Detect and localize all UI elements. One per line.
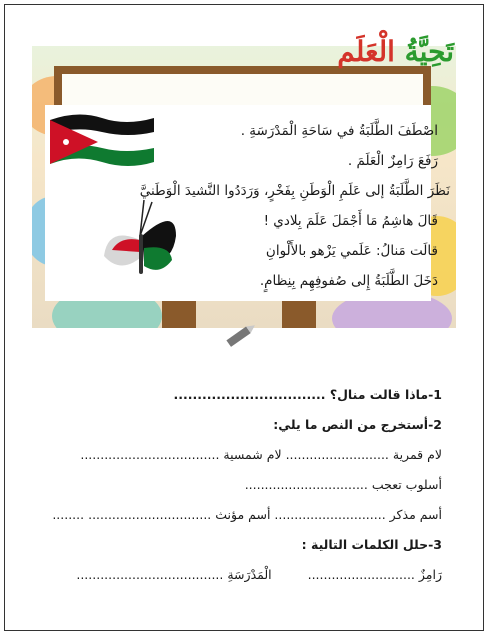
question-1: 1-ماذا قالت منال؟ ................................ bbox=[173, 387, 442, 402]
text-line: نَظَرَ الطَّلَبَةُ إلى عَلَمِ الْوَطَنِ بِفَخْرٍ، وَرَدَدُوا النَّشيدَ الْوَطَنيَّ bbox=[139, 183, 450, 199]
text-line: قالَت مَنالُ: عَلَمي يَزْهو بالأَلْوانِ bbox=[265, 243, 438, 259]
answer-blank[interactable]: ............................... bbox=[88, 507, 212, 522]
answer-blank[interactable]: ........................... bbox=[307, 567, 415, 582]
pencil-icon bbox=[222, 320, 260, 350]
title-word-1: تَحِيَّةُ bbox=[404, 35, 454, 68]
question-3-row: رَامِزٌ ........................... الْمَدْرَسَةِ ..................................... bbox=[76, 567, 442, 582]
lesson-text bbox=[138, 116, 450, 296]
text-line: دَخَلَ الطَّلَبَةُ إِلى صُفوفِهِم بِنِظامٍ. bbox=[259, 273, 438, 289]
text-line: اصْطَفَ الطَّلَبَةُ في سَاحَةِ الْمَدْرَسَةِ . bbox=[240, 123, 438, 139]
lesson-title bbox=[337, 35, 454, 68]
answer-blank[interactable]: ............................... bbox=[244, 477, 368, 492]
answer-blank[interactable]: ................................ bbox=[173, 387, 326, 402]
worksheet-questions bbox=[42, 380, 442, 590]
title-word-2: الْعَلَم bbox=[337, 35, 395, 68]
question-2-row-taajub: أسلوب تعجب ............................... bbox=[244, 477, 442, 492]
question-3: 3-حلل الكلمات التالية : bbox=[301, 537, 442, 552]
text-line: رَفَعَ رَامِزٌ الْعَلَمَ . bbox=[347, 153, 438, 169]
answer-blank[interactable]: ..................................... bbox=[76, 567, 224, 582]
question-2-row-gender: أسم مذكر ............................ أسم مؤنث ............................... ........ bbox=[52, 507, 442, 522]
text-line: قَالَ هاشِمُ مَا أَجْمَلَ عَلَمَ بِلادي ! bbox=[263, 213, 438, 229]
answer-blank[interactable]: ................................... bbox=[80, 447, 220, 462]
answer-blank[interactable]: ........ bbox=[52, 507, 85, 522]
question-2-row-lam: لام قمرية .......................... لام شمسية ................................... bbox=[80, 447, 442, 462]
answer-blank[interactable]: .......................... bbox=[285, 447, 389, 462]
answer-blank[interactable]: ............................ bbox=[274, 507, 386, 522]
question-2: 2-أستخرج من النص ما يلي: bbox=[273, 417, 442, 432]
